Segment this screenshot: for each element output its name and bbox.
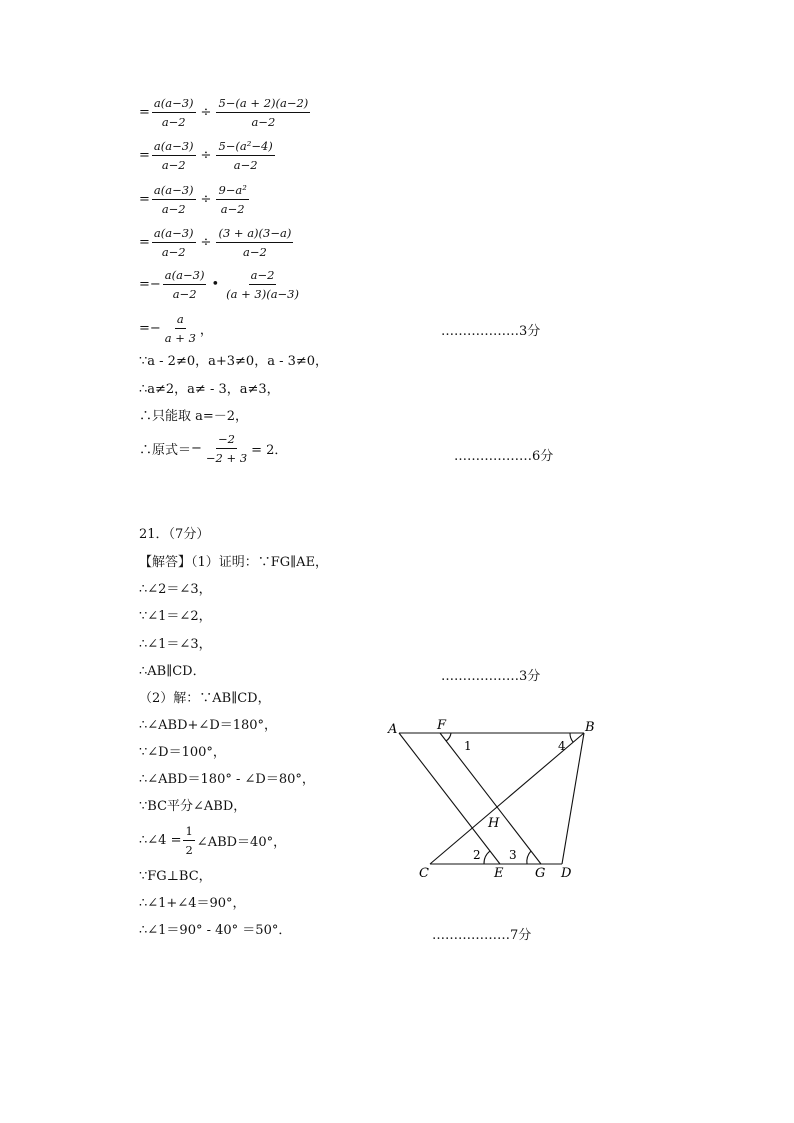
eq-line-3 [139,183,251,216]
result-prefix: ∴原式＝ [139,443,192,458]
answer-line-2: ∴∠2＝∠3， [139,582,212,597]
fraction-half [183,824,194,857]
fraction-denominator: 2 [185,843,193,857]
label-E: E [494,866,504,881]
operator: ÷ [200,105,212,120]
angle-arc-2 [484,851,490,864]
fraction [216,183,248,216]
fraction-numerator: a(a−3) [163,268,207,285]
fraction-numerator: 1 [183,824,194,841]
fraction [163,268,207,301]
fraction [152,226,196,259]
answer-line-9: ∴∠ABD＝180° - ∠D＝80°， [139,772,315,787]
fraction-numerator: (3 + a)(3−a) [216,226,293,243]
score-mark-3b: ………………3分 [441,669,541,684]
segment-AE [399,733,500,864]
segment-FG [440,733,541,864]
eq-line-4 [139,226,295,259]
fraction-numerator: a−2 [249,268,277,285]
fraction-denominator: a−2 [233,158,258,172]
fraction-numerator: a(a−3) [152,183,196,200]
fraction-numerator: 5−(a + 2)(a−2) [216,96,310,113]
answer-line-4: ∴∠1＝∠3， [139,637,212,652]
answer-line-13: ∴∠1+∠4＝90°， [139,896,246,911]
fraction [216,226,293,259]
eq-suffix: ， [199,323,213,338]
eq-line-5 [139,268,303,301]
eq-prefix: = [139,192,150,207]
condition-line-2: ∴a≠2，a≠ - 3，a≠3， [139,382,280,397]
eq-prefix: =− [139,277,161,292]
score-mark-7: ………………7分 [432,928,532,943]
result-line [139,432,287,465]
answer-line-11 [139,824,286,857]
question-title: 21．（7分） [139,527,210,542]
fraction-denominator: a−2 [172,287,197,301]
fraction-numerator: −2 [216,432,237,449]
fraction-denominator: (a + 3)(a−3) [226,287,299,301]
angle-label-3: 3 [509,848,517,862]
fraction-numerator: a(a−3) [152,139,196,156]
eq-prefix: = [139,235,150,250]
operator: ÷ [200,235,212,250]
fraction [224,268,301,301]
fraction [216,96,310,129]
score-mark-3: ………………3分 [441,324,541,339]
fraction-denominator: −2 + 3 [205,451,248,465]
answer-line-12: ∵FG⊥BC， [139,869,212,884]
eq-prefix: =− [139,321,161,336]
angle-arc-1 [446,733,451,741]
geometry-figure [385,715,615,885]
fraction [152,183,196,216]
answer-line-14: ∴∠1＝90° - 40° ＝50°． [139,923,292,938]
answer-line-6: （2）解：∵AB∥CD， [139,691,271,706]
eq-line-6 [139,312,213,345]
fraction-numerator: a(a−3) [152,96,196,113]
answer-line-5: ∴AB∥CD． [139,664,206,679]
fraction-numerator: 5−(a²−4) [216,139,274,156]
label-G: G [535,866,546,881]
result-suffix: = 2． [251,443,288,458]
eq-prefix: ∴∠4 = [139,833,182,848]
label-B: B [585,720,595,735]
label-D: D [561,866,572,881]
fraction-denominator: a−2 [242,245,267,259]
operator: ÷ [200,148,212,163]
fraction-denominator: a−2 [161,202,186,216]
label-A: A [388,722,398,737]
label-F: F [437,718,447,733]
angle-label-2: 2 [473,848,481,862]
fraction [152,96,196,129]
condition-line-3: ∴只能取 a=－2， [139,409,249,424]
fraction-denominator: a + 3 [164,331,196,345]
fraction-denominator: a−2 [220,202,245,216]
fraction [152,139,196,172]
angle-label-1: 1 [464,739,472,753]
answer-line-8: ∵∠D＝100°， [139,745,226,760]
answer-line-7: ∴∠ABD+∠D＝180°， [139,718,278,733]
operator: ÷ [200,192,212,207]
angle-label-4: 4 [558,739,566,753]
eq-prefix: = [139,105,150,120]
answer-line-10: ∵BC平分∠ABD， [139,799,247,814]
fraction-denominator: a−2 [161,245,186,259]
fraction-denominator: a−2 [161,115,186,129]
angle-arc-3 [527,851,531,864]
label-C: C [419,866,429,881]
angle-arc-4 [570,733,573,742]
fraction-numerator: 9−a² [216,183,248,200]
operator: • [211,277,220,292]
label-H: H [488,816,500,831]
answer-line-1: 【解答】（1）证明：∵FG∥AE， [139,555,329,570]
score-mark-6: ………………6分 [454,449,554,464]
eq-prefix: = [139,148,150,163]
answer-line-3: ∵∠1＝∠2， [139,609,212,624]
eq-suffix: ∠ABD＝40°， [196,835,287,850]
result-sign: − [191,441,202,456]
fraction-denominator: a−2 [251,115,276,129]
fraction [216,139,274,172]
fraction-denominator: a−2 [161,158,186,172]
eq-line-1 [139,96,312,129]
eq-line-2 [139,139,277,172]
fraction-numerator: a [175,312,186,329]
fraction-numerator: a(a−3) [152,226,196,243]
fraction [163,312,198,345]
fraction [204,432,249,465]
condition-line-1: ∵a - 2≠0，a+3≠0，a - 3≠0， [139,354,329,369]
